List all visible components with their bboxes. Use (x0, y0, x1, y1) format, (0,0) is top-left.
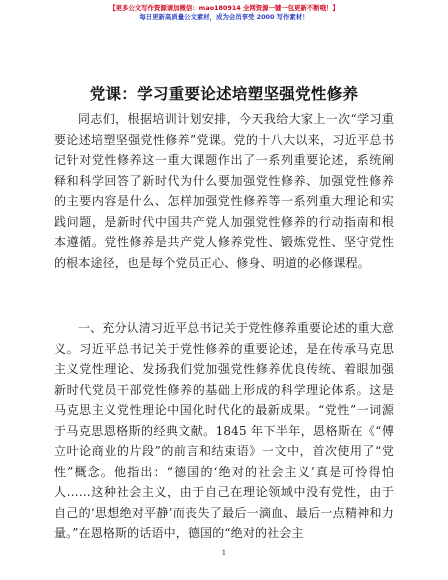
promo-banner-line-1: 【更多公文写作资源请加微信：mao180914 全网资源一键一包更新不断哦！】 (109, 4, 339, 12)
paragraph-section-1: 一、充分认清习近平总书记关于党性修养重要论述的重大意义。习近平总书记关于党性修养的重要论述，是在传承马克思主义党性理论、发扬我们党加强党性修养优良传统、着眼加强新时代党员干部党性修养的基础上形成的科学理论体系。这是马克思主义党性理论中国化时代化的最新成果。“党性”一词源于马克思恩格斯的经典文献。1845 年下半年，恩格斯在《“傅立叶论商业的片段”的前言和结束语》一文中，首次使用了“党性”概念。他指出：“德国的‘绝对的社会主义’真是可怜得怕人……这种社会主义，由于自己在理论领域中没有党性，由于自己的‘思想绝对平静’而丧失了最后一滴血、最后一点精神和力量。”在恩格斯的话语中，德国的“绝对的社会主 (54, 321, 394, 540)
promo-banner-line-2: 每日更新高质量公文素材，成为会员享受 2000 写作素材！ (139, 13, 309, 21)
document-title: 党课：学习重要论述培塑坚强党性修养 (89, 85, 359, 103)
promo-banner (0, 4, 448, 22)
paragraph-intro: 同志们，根据培训计划安排，今天我给大家上一次“学习重要论述培塑坚强党性修养”党课。党的十八大以来，习近平总书记针对党性修养这一重大课题作出了一系列重要论述，系统阐释和科学回答了新时代为什么要加强党性修养、加强党性修养的主要内容是什么、怎样加强党性修养等一系列重大理论和实践问题，是新时代中国共产党人加强党性修养的行动指南和根本遵循。党性修养是共产党人修养党性、锻炼党性、坚守党性的根本途径，也是每个党员正心、修身、明道的必修课程。 (54, 112, 394, 270)
page-number: 1 (221, 549, 227, 557)
